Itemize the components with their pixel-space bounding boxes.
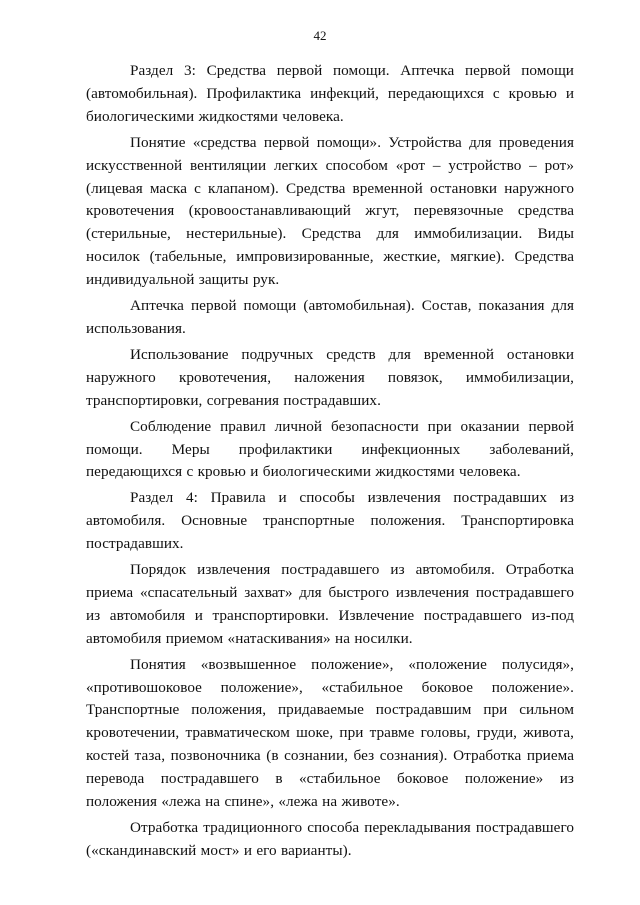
paragraph-section-4-title: Раздел 4: Правила и способы извлечения пострадавших из автомобиля. Основные транспортные положения. Транспортировка пострадавших. <box>86 489 574 553</box>
paragraph-scandinavian-bridge: Отработка традиционного способа перекладывания пострадавшего («скандинавский мост» и его варианты). <box>86 819 574 859</box>
paragraph-first-aid-kit: Аптечка первой помощи (автомобильная). Состав, показания для использования. <box>86 297 574 337</box>
page-number: 42 <box>313 28 327 43</box>
paragraph-personal-safety: Соблюдение правил личной безопасности при оказании первой помощи. Меры профилактики инфекционных заболеваний, передающихся с кровью и биологическими жидкостями человека. <box>86 417 574 481</box>
paragraph-section-3-title: Раздел 3: Средства первой помощи. Аптечка первой помощи (автомобильная). Профилактика инфекций, передающихся с кровью и биологическими жидкостями человека. <box>86 62 574 125</box>
paragraph-first-aid-means: Понятие «средства первой помощи». Устройства для проведения искусственной вентиляции легких способом «рот – устройство – рот» (лицевая маска с клапаном). Средства временной остановки наружного кровотечения (кровоостанавливающий жгут, перевязочные средства (стерильные, нестерильные). Средства для иммобилизации. Виды носилок (табельные, импровизированные, жесткие, мягкие). Средства индивидуальной защиты рук. <box>86 133 574 289</box>
paragraph-transport-positions: Понятия «возвышенное положение», «положение полусидя», «противошоковое положение», «стабильное боковое положение». Транспортные положения, придаваемые пострадавшим при сильном кровотечении, травматическом шоке, при травме головы, груди, живота, костей таза, позвоночника (в сознании, без сознания). Отработка приема перевода пострадавшего в «стабильное боковое положение» из положения «лежа на спине», «лежа на животе». <box>86 655 574 811</box>
document-body <box>86 60 574 866</box>
paragraph-extraction-procedure: Порядок извлечения пострадавшего из автомобиля. Отработка приема «спасательный захват» для быстрого извлечения пострадавшего из автомобиля и транспортировки. Извлечение пострадавшего из-под автомобиля приемом «натаскивания» на носилки. <box>86 561 574 647</box>
paragraph-improvised-means: Использование подручных средств для временной остановки наружного кровотечения, наложения повязок, иммобилизации, транспортировки, согревания пострадавших. <box>86 345 574 409</box>
